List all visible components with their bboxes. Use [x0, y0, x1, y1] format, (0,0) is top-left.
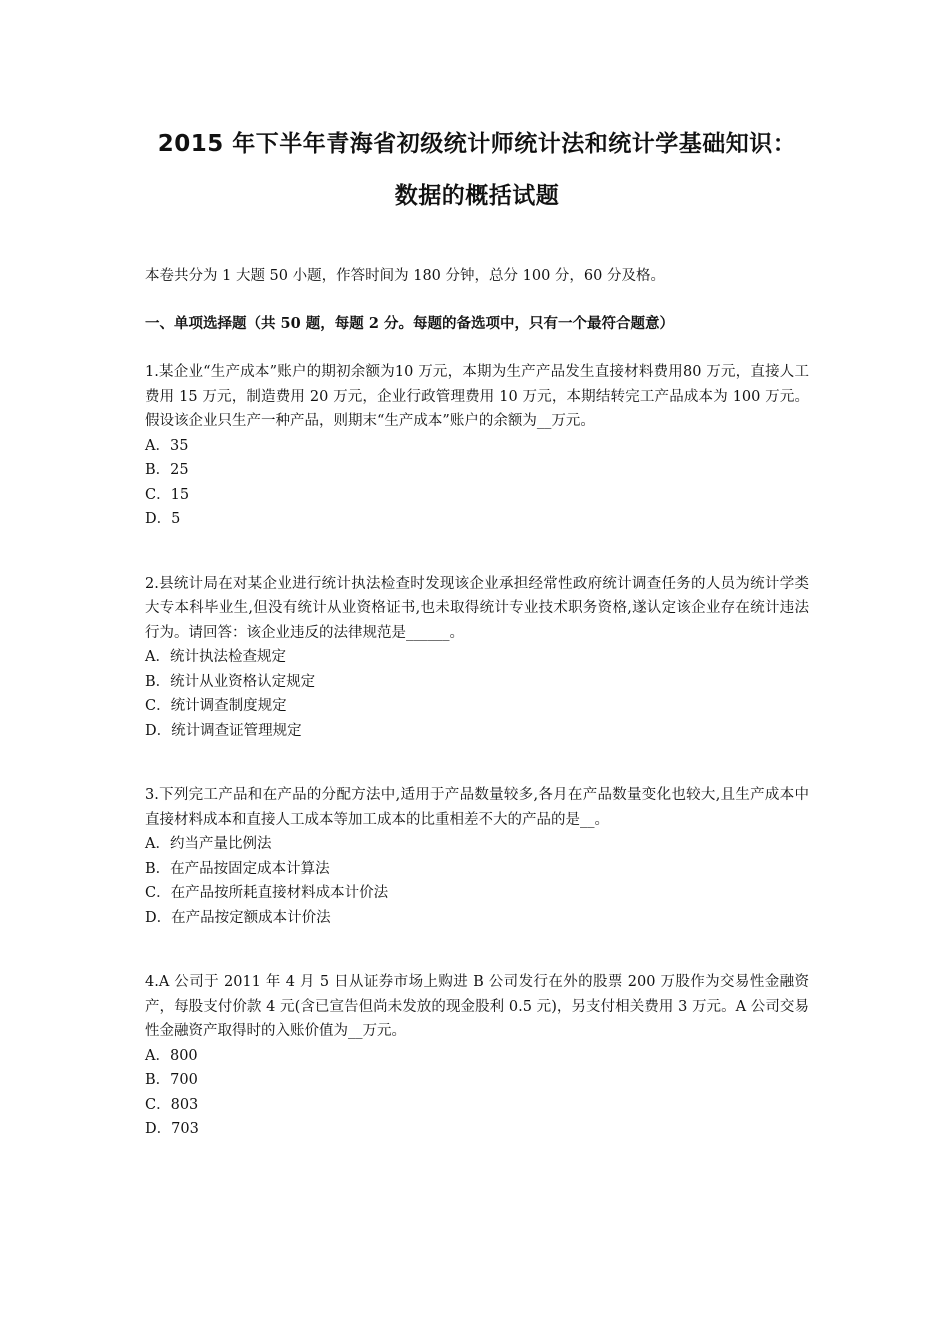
- option-b: B．在产品按固定成本计算法: [145, 860, 330, 877]
- question-stem: 2.县统计局在对某企业进行统计执法检查时发现该企业承担经常性政府统计调查任务的人员为统计学类大专本科毕业生,但没有统计从业资格证书,也未取得统计专业技术职务资格,遂认定该企业存在统计违法行为。请回答：该企业违反的法律规范是______。: [145, 575, 809, 641]
- option-c: C．统计调查制度规定: [145, 698, 287, 714]
- question-3: [145, 783, 809, 930]
- option-list: [145, 1044, 809, 1142]
- question-stem: 3.下列完工产品和在产品的分配方法中,适用于产品数量较多,各月在产品数量变化也较大,且生产成本中直接材料成本和直接人工成本等加工成本的比重相差不大的产品的是__。: [145, 787, 809, 828]
- option-b: B．700: [145, 1072, 198, 1088]
- option-c: C．15: [145, 486, 190, 503]
- question-stem: 4.A 公司于 2011 年 4 月 5 日从证券市场上购进 B 公司发行在外的股票 200 万股作为交易性金融资产，每股支付价款 4 元(含已宣告但尚未发放的现金股利 0.5 元)，另支付相关费用 3 万元。A 公司交易性金融资产取得时的入账价值为__万元。: [145, 974, 809, 1039]
- option-a: A．约当产量比例法: [145, 836, 272, 852]
- title-line-1: 2015 年下半年青海省初级统计师统计法和统计学基础知识：: [157, 131, 797, 157]
- option-d: D．统计调查证管理规定: [145, 722, 302, 739]
- option-list: [145, 832, 809, 930]
- document-page: [145, 0, 809, 1142]
- question-4: [145, 970, 809, 1142]
- option-a: A．35: [145, 437, 189, 454]
- question-2: [145, 572, 809, 744]
- option-d: D．在产品按定额成本计价法: [145, 909, 331, 926]
- option-d: D．703: [145, 1121, 199, 1137]
- option-a: A．800: [145, 1047, 198, 1064]
- option-d: D．5: [145, 511, 181, 527]
- option-c: C．803: [145, 1096, 199, 1113]
- document-title: [145, 0, 809, 222]
- option-list: [145, 434, 809, 532]
- question-1: [145, 360, 809, 532]
- option-b: B．统计从业资格认定规定: [145, 673, 316, 690]
- option-c: C．在产品按所耗直接材料成本计价法: [145, 885, 389, 901]
- title-line-2: 数据的概括试题: [394, 183, 560, 209]
- question-stem: 1.某企业“生产成本”账户的期初余额为10 万元，本期为生产产品发生直接材料费用80 万元，直接人工费用 15 万元，制造费用 20 万元，企业行政管理费用 10 万元，本期结转完工产品成本为 100 万元。假设该企业只生产一种产品，则期末“生产成本”账户的余额为__万元。: [145, 364, 809, 429]
- exam-intro: 本卷共分为 1 大题 50 小题，作答时间为 180 分钟，总分 100 分，60 分及格。: [145, 268, 665, 284]
- section-heading: 一、单项选择题（共 50 题，每题 2 分。每题的备选项中，只有一个最符合题意）: [145, 315, 674, 332]
- option-b: B．25: [145, 462, 189, 478]
- option-list: [145, 645, 809, 743]
- option-a: A．统计执法检查规定: [145, 649, 286, 665]
